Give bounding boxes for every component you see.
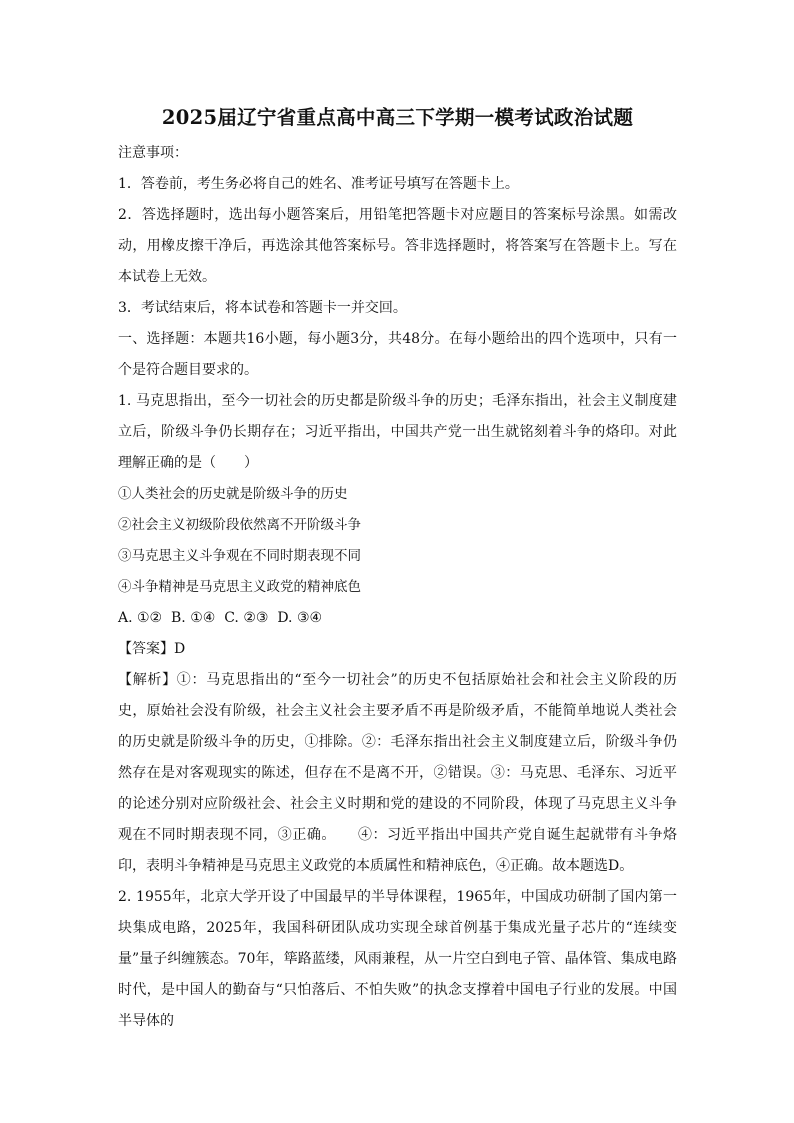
notice-item-1: 1．答卷前，考生务必将自己的姓名、准考证号填写在答题卡上。 [118,176,519,192]
question-2-stem: 2. 1955年，北京大学开设了中国最早的半导体课程，1965年，中国成功研制了国内第一块集成电路，2025年，我国科研团队成功实现全球首例基于集成光量子芯片的“连续变量”量子纠缠簇态。70年，筚路蓝缕，风雨兼程，从一片空白到电子管、晶体管、集成电路时代，是中国人的勤奋与“只怕落后、不怕失败”的执念支撑着中国电子行业的发展。中国半导体的 [118,889,677,1029]
question-1-statement-2: ②社会主义初级阶段依然离不开阶级斗争 [118,517,361,533]
question-1-statement-4: ④斗争精神是马克思主义政党的精神底色 [118,579,361,595]
question-1-options: A. ①② B. ①④ C. ②③ D. ③④ [118,610,323,626]
question-1-statement-1: ①人类社会的历史就是阶级斗争的历史 [118,486,348,502]
question-1-analysis: 【解析】①：马克思指出的“至今一切社会”的历史不包括原始社会和社会主义阶段的历史，原始社会没有阶级，社会主义社会主要矛盾不再是阶级矛盾，不能简单地说人类社会的历史就是阶级斗争的历史，①排除。②：毛泽东指出社会主义制度建立后，阶级斗争仍然存在是对客观现实的陈述，但存在不是离不开，②错误。③：马克思、毛泽东、习近平的论述分别对应阶级社会、社会主义时期和党的建设的不同阶段，体现了马克思主义斗争观在不同时期表现不同，③正确。 ④：习近平指出中国共产党自诞生起就带有斗争烙印，表明斗争精神是马克思主义政党的本质属性和精神底色，④正确。故本题选D。 [118,672,677,874]
notice-item-2: 2．答选择题时，选出每小题答案后，用铅笔把答题卡对应题目的答案标号涂黑。如需改动，用橡皮擦干净后，再选涂其他答案标号。答非选择题时，将答案写在答题卡上。写在本试卷上无效。 [118,207,677,285]
notice-item-3: 3．考试结束后，将本试卷和答题卡一并交回。 [118,300,407,316]
notice-heading: 注意事项： [118,145,188,161]
question-1-answer: 【答案】D [118,641,186,657]
exam-title: 2025届辽宁省重点高中高三下学期一模考试政治试题 [161,106,634,129]
question-1-stem: 1. 马克思指出，至今一切社会的历史都是阶级斗争的历史；毛泽东指出，社会主义制度建立后，阶级斗争仍长期存在；习近平指出，中国共产党一出生就铭刻着斗争的烙印。对此理解正确的是（ ） [118,393,677,471]
question-1-statement-3: ③马克思主义斗争观在不同时期表现不同 [118,548,361,564]
section-heading: 一、选择题：本题共16小题，每小题3分，共48分。在每小题给出的四个选项中，只有一个是符合题目要求的。 [118,331,677,378]
